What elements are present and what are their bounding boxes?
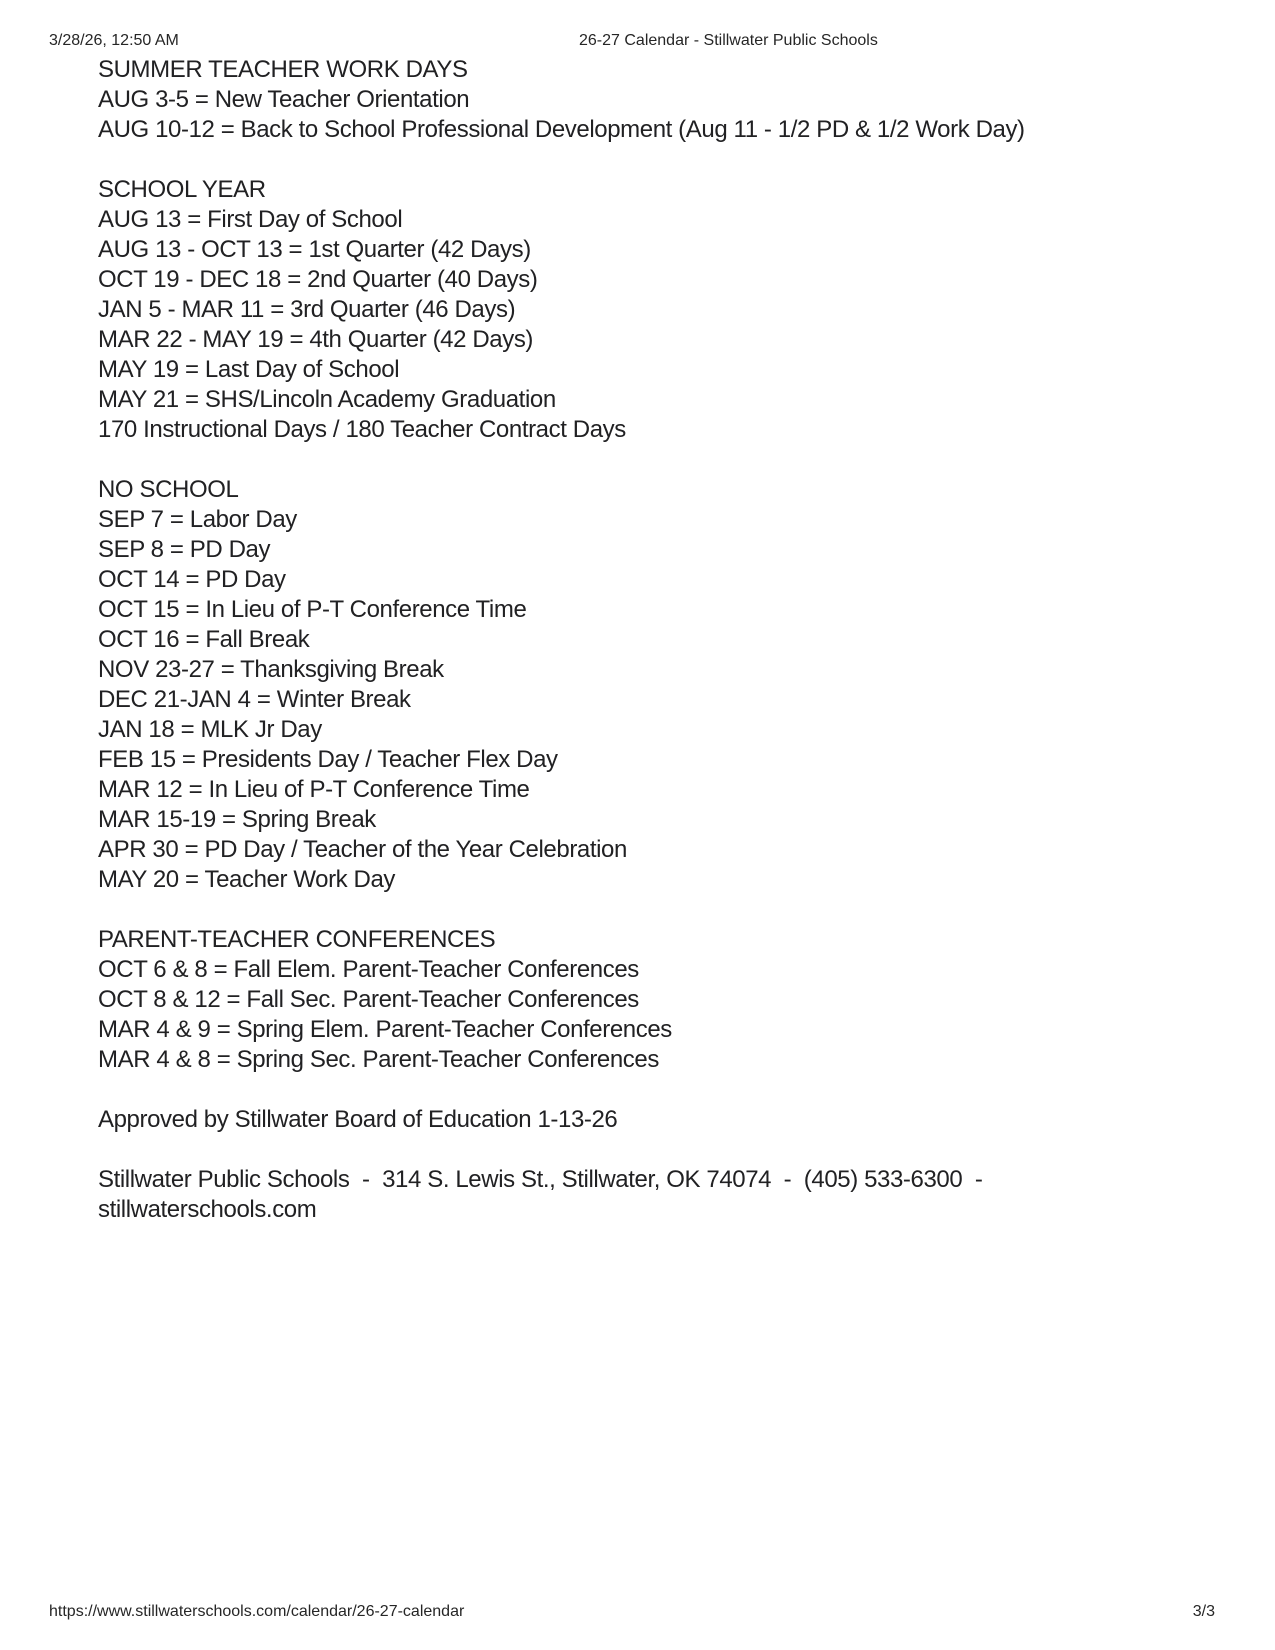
- calendar-line: stillwaterschools.com: [98, 1196, 317, 1223]
- calendar-line: AUG 13 = First Day of School: [98, 206, 403, 233]
- calendar-section: [98, 475, 1238, 895]
- calendar-line: MAR 15-19 = Spring Break: [98, 806, 376, 833]
- calendar-section: [98, 55, 1238, 145]
- calendar-line: MAR 22 - MAY 19 = 4th Quarter (42 Days): [98, 326, 534, 353]
- section-heading: PARENT-TEACHER CONFERENCES: [98, 926, 496, 953]
- calendar-section: [98, 1105, 1238, 1135]
- print-footer-page-number: 3/3: [1192, 1603, 1215, 1620]
- calendar-line: DEC 21-JAN 4 = Winter Break: [98, 686, 411, 713]
- blank-line: [98, 895, 1238, 925]
- calendar-line: MAR 4 & 8 = Spring Sec. Parent-Teacher Conferences: [98, 1046, 659, 1073]
- blank-line: [98, 145, 1238, 175]
- calendar-line: NOV 23-27 = Thanksgiving Break: [98, 656, 444, 683]
- calendar-line: MAR 4 & 9 = Spring Elem. Parent-Teacher Conferences: [98, 1016, 672, 1043]
- print-footer-url: https://www.stillwaterschools.com/calendar/26-27-calendar: [49, 1603, 465, 1620]
- section-heading: SUMMER TEACHER WORK DAYS: [98, 56, 468, 83]
- section-heading: SCHOOL YEAR: [98, 176, 266, 203]
- calendar-line: OCT 19 - DEC 18 = 2nd Quarter (40 Days): [98, 266, 538, 293]
- calendar-line: FEB 15 = Presidents Day / Teacher Flex Day: [98, 746, 558, 773]
- calendar-line: SEP 7 = Labor Day: [98, 506, 297, 533]
- calendar-line: OCT 14 = PD Day: [98, 566, 286, 593]
- calendar-line: OCT 15 = In Lieu of P-T Conference Time: [98, 596, 527, 623]
- calendar-line: MAY 20 = Teacher Work Day: [98, 866, 396, 893]
- calendar-line: OCT 8 & 12 = Fall Sec. Parent-Teacher Conferences: [98, 986, 639, 1013]
- calendar-section: [98, 175, 1238, 445]
- blank-line: [98, 1075, 1238, 1105]
- calendar-line: APR 30 = PD Day / Teacher of the Year Celebration: [98, 836, 627, 863]
- calendar-line: MAY 19 = Last Day of School: [98, 356, 400, 383]
- calendar-line: OCT 16 = Fall Break: [98, 626, 310, 653]
- calendar-line: SEP 8 = PD Day: [98, 536, 271, 563]
- blank-line: [98, 1135, 1238, 1165]
- calendar-section: [98, 1165, 1238, 1225]
- calendar-line: AUG 10-12 = Back to School Professional Development (Aug 11 - 1/2 PD & 1/2 Work Day): [98, 116, 1025, 143]
- calendar-line: Approved by Stillwater Board of Education 1-13-26: [98, 1106, 618, 1133]
- calendar-document: [98, 55, 1238, 1225]
- print-header-datetime: 3/28/26, 12:50 AM: [49, 32, 179, 49]
- section-heading: NO SCHOOL: [98, 476, 239, 503]
- calendar-line: 170 Instructional Days / 180 Teacher Contract Days: [98, 416, 626, 443]
- calendar-section: [98, 925, 1238, 1075]
- print-header-title: 26-27 Calendar - Stillwater Public Schools: [579, 32, 878, 49]
- calendar-line: MAR 12 = In Lieu of P-T Conference Time: [98, 776, 530, 803]
- calendar-line: OCT 6 & 8 = Fall Elem. Parent-Teacher Conferences: [98, 956, 639, 983]
- calendar-line: JAN 5 - MAR 11 = 3rd Quarter (46 Days): [98, 296, 516, 323]
- calendar-line: MAY 21 = SHS/Lincoln Academy Graduation: [98, 386, 556, 413]
- blank-line: [98, 445, 1238, 475]
- calendar-line: Stillwater Public Schools - 314 S. Lewis St., Stillwater, OK 74074 - (405) 533-6300 -: [98, 1166, 983, 1193]
- calendar-line: JAN 18 = MLK Jr Day: [98, 716, 322, 743]
- calendar-line: AUG 3-5 = New Teacher Orientation: [98, 86, 470, 113]
- calendar-line: AUG 13 - OCT 13 = 1st Quarter (42 Days): [98, 236, 531, 263]
